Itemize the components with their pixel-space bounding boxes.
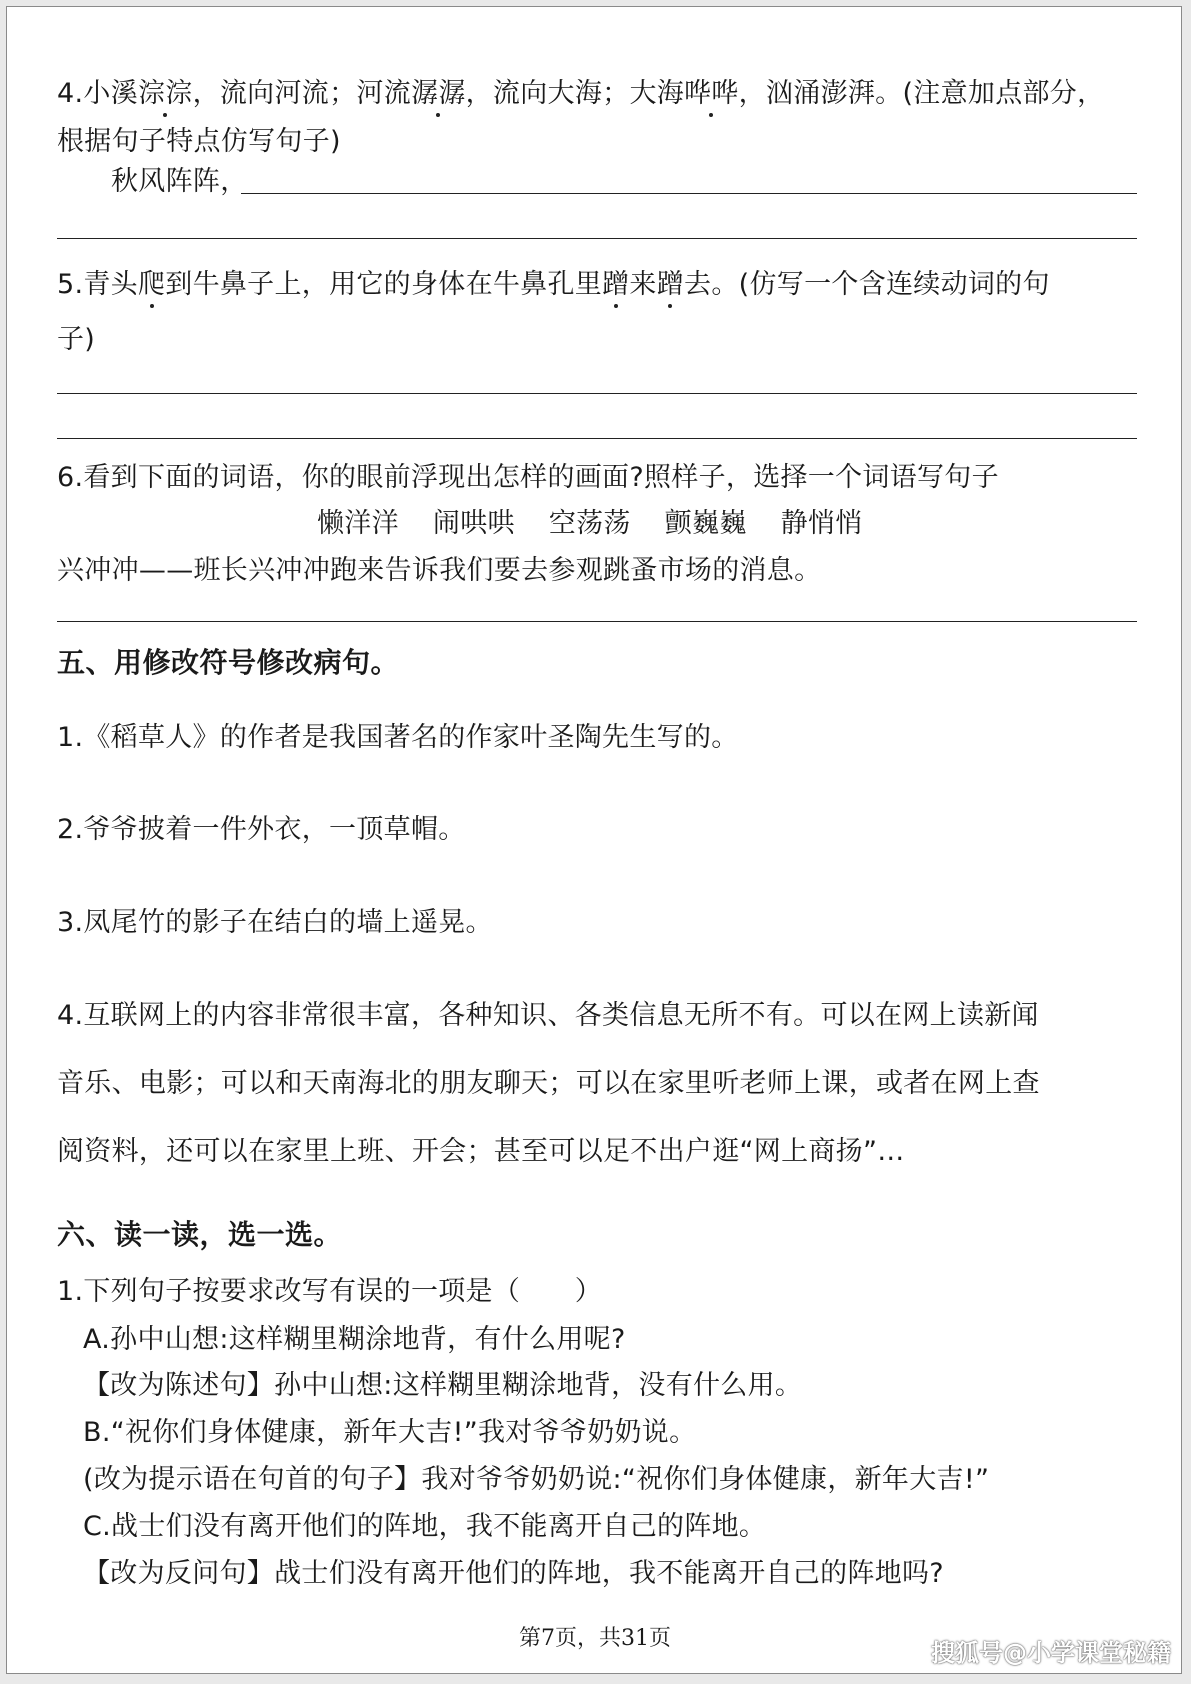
- section6-question-1: 1.下列句子按要求改写有误的一项是（ ）: [57, 1276, 603, 1307]
- dotted-word: 哗哗: [684, 71, 739, 110]
- section6-title: 六、读一读，选一选。: [57, 1218, 343, 1251]
- q5-line1: 5.青头爬到牛鼻子上，用它的身体在牛鼻孔里蹭来蹭去。(仿写一个含连续动词的句: [57, 262, 1050, 301]
- section5-item-4-line1: 4.互联网上的内容非常很丰富，各种知识、各类信息无所不有。可以在网上读新闻: [57, 1000, 1039, 1031]
- q4-prompt: 秋风阵阵，: [111, 166, 248, 197]
- answer-line[interactable]: [241, 193, 1137, 194]
- q5-line2: 子): [57, 324, 96, 355]
- q6-word: 闹哄哄: [432, 508, 515, 539]
- q4-line2: 根据句子特点仿写句子): [57, 126, 341, 157]
- section5-item-4-line3: 阅资料，还可以在家里上班、开会；甚至可以足不出户逛“网上商扬”…: [57, 1136, 905, 1167]
- dotted-word: 潺潺: [411, 71, 466, 110]
- q4-line1: 4.小溪淙淙，流向河流；河流潺潺，流向大海；大海哗哗，汹涌澎湃。(注意加点部分，: [57, 71, 1104, 110]
- q6-example: 兴冲冲——班长兴冲冲跑来告诉我们要去参观跳蚤市场的消息。: [57, 555, 822, 586]
- section5-item-3: 3.凤尾竹的影子在结白的墙上遥晃。: [57, 907, 493, 938]
- section5-item-2: 2.爷爷披着一件外衣，一顶草帽。: [57, 814, 466, 845]
- q6-word: 懒洋洋: [317, 508, 399, 539]
- dotted-word: 淙淙: [138, 71, 193, 110]
- q6-line1: 6.看到下面的词语，你的眼前浮现出怎样的画面?照样子，选择一个词语写句子: [57, 462, 999, 493]
- watermark: 搜狐号@小学课堂秘籍: [931, 1639, 1171, 1667]
- option-b-rewrite: (改为提示语在句首的句子】我对爷爷奶奶说:“祝你们身体健康，新年大吉!”: [83, 1464, 990, 1495]
- q6-word: 颤巍巍: [664, 508, 747, 539]
- section5-item-4-line2: 音乐、电影；可以和天南海北的朋友聊天；可以在家里听老师上课，或者在网上查: [57, 1068, 1040, 1099]
- worksheet-page: [6, 6, 1182, 1674]
- answer-line[interactable]: [57, 238, 1137, 239]
- section5-title: 五、用修改符号修改病句。: [57, 646, 400, 679]
- dotted-word: 爬: [138, 262, 165, 301]
- option-c-rewrite: 【改为反问句】战士们没有离开他们的阵地，我不能离开自己的阵地吗?: [83, 1558, 944, 1589]
- option-a: A.孙中山想:这样糊里糊涂地背，有什么用呢?: [83, 1324, 626, 1355]
- option-b: B.“祝你们身体健康，新年大吉!”我对爷爷奶奶说。: [83, 1417, 697, 1448]
- answer-line[interactable]: [57, 438, 1137, 439]
- section5-item-1: 1.《稻草人》的作者是我国著名的作家叶圣陶先生写的。: [57, 722, 739, 753]
- option-a-rewrite: 【改为陈述句】孙中山想:这样糊里糊涂地背，没有什么用。: [83, 1370, 803, 1401]
- answer-line[interactable]: [57, 393, 1137, 394]
- dotted-word: 蹭: [657, 262, 684, 301]
- dotted-word: 蹭: [602, 262, 629, 301]
- answer-line[interactable]: [57, 621, 1137, 622]
- page-number: 第7页，共31页: [519, 1626, 671, 1651]
- q6-word: 静悄悄: [780, 508, 863, 539]
- option-c: C.战士们没有离开他们的阵地，我不能离开自己的阵地。: [83, 1511, 767, 1542]
- q6-word: 空荡荡: [548, 508, 631, 539]
- q6-word-list: [317, 501, 897, 540]
